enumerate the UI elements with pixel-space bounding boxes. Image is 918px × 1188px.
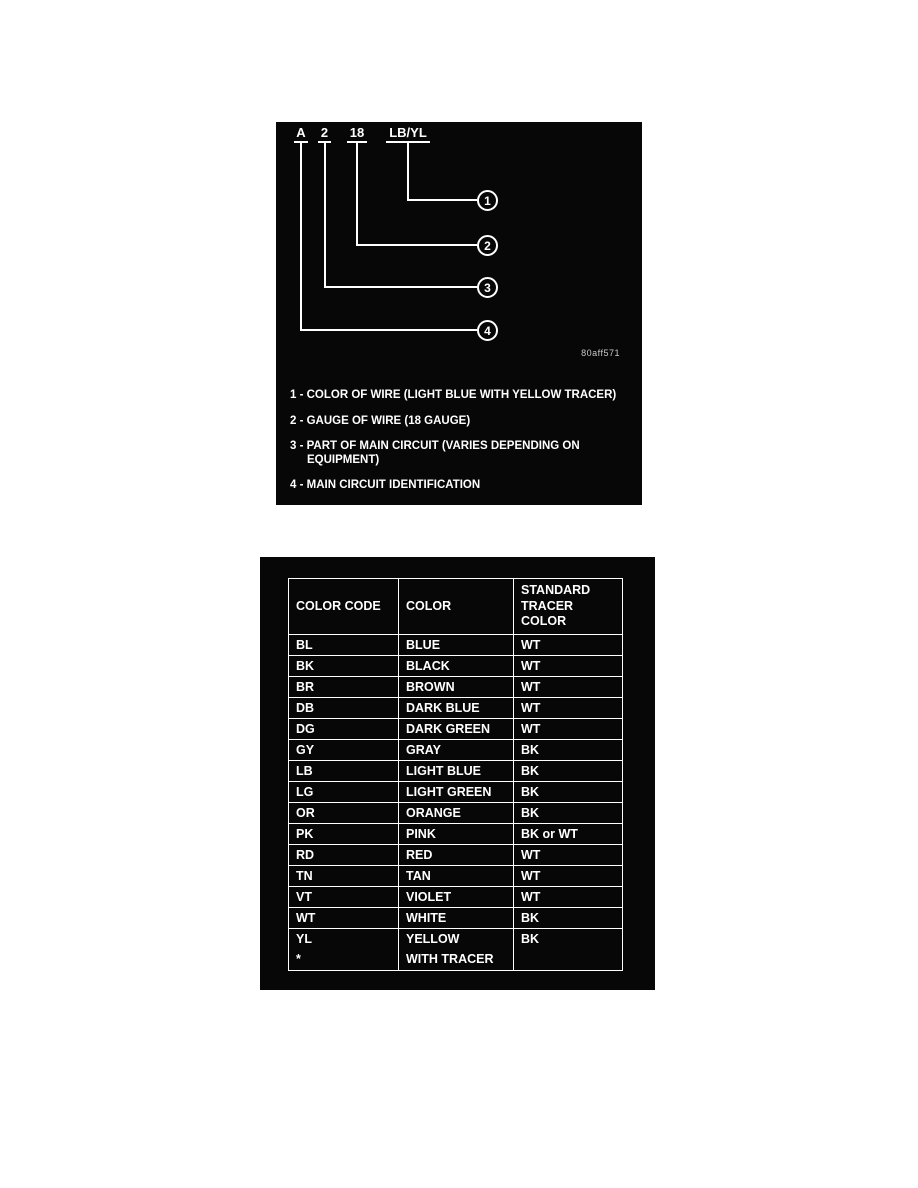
callout-number-2: 2: [477, 235, 498, 256]
wire-code-diagram-panel: [276, 122, 642, 505]
legend-item-2: 2 - GAUGE OF WIRE (18 GAUGE): [290, 414, 471, 427]
table-cell: WT: [514, 677, 623, 698]
callout-line-main-circuit: [300, 142, 302, 331]
callout-line-color-h: [407, 199, 477, 201]
table-cell: WT: [514, 866, 623, 887]
table-cell: DB: [289, 698, 399, 719]
callout-line-circuit-part-h: [324, 286, 477, 288]
callout-line-circuit-part: [324, 142, 326, 288]
table-cell: WT: [289, 908, 399, 929]
table-row: [289, 824, 623, 845]
table-cell: ORANGE: [399, 803, 514, 824]
table-cell: WT: [514, 698, 623, 719]
callout-number-4: 4: [477, 320, 498, 341]
wire-code-main-circuit-label: A: [294, 126, 308, 143]
table-cell: DG: [289, 719, 399, 740]
table-cell: BROWN: [399, 677, 514, 698]
table-cell: WT: [514, 719, 623, 740]
legend-item-1: 1 - COLOR OF WIRE (LIGHT BLUE WITH YELLOW TRACER): [290, 389, 617, 401]
table-cell: WHITE: [399, 908, 514, 929]
table-cell: BK: [289, 656, 399, 677]
table-cell: BLACK: [399, 656, 514, 677]
table-cell: BK: [514, 761, 623, 782]
table-row: [289, 782, 623, 803]
legend-item-3: 3 - PART OF MAIN CIRCUIT (VARIES DEPENDING ON EQUIPMENT): [290, 440, 580, 466]
table-cell: RD: [289, 845, 399, 866]
table-row: [289, 719, 623, 740]
table-cell: DARK BLUE: [399, 698, 514, 719]
table-cell: PINK: [399, 824, 514, 845]
wire-code-circuit-part-label: 2: [318, 126, 331, 143]
table-cell: BK: [514, 803, 623, 824]
table-cell: RED: [399, 845, 514, 866]
table-cell: GY: [289, 740, 399, 761]
color-code-table-body: [289, 635, 623, 971]
table-row: [289, 866, 623, 887]
table-row: [289, 845, 623, 866]
table-cell: BK or WT: [514, 824, 623, 845]
table-cell: PK: [289, 824, 399, 845]
table-cell: *: [289, 950, 399, 971]
table-cell: TN: [289, 866, 399, 887]
callout-line-gauge-h: [356, 244, 477, 246]
table-row: [289, 656, 623, 677]
callout-line-color: [407, 142, 409, 201]
table-cell: BLUE: [399, 635, 514, 656]
table-cell: TAN: [399, 866, 514, 887]
table-cell: WT: [514, 656, 623, 677]
table-cell: LB: [289, 761, 399, 782]
table-row: [289, 635, 623, 656]
legend-item-4: 4 - MAIN CIRCUIT IDENTIFICATION: [290, 479, 481, 492]
table-cell: BK: [514, 929, 623, 950]
table-cell: LIGHT GREEN: [399, 782, 514, 803]
table-cell: BR: [289, 677, 399, 698]
callout-number-3: 3: [477, 277, 498, 298]
figure-id: 80aff571: [581, 348, 620, 358]
table-header-row: [289, 579, 623, 635]
table-cell: VIOLET: [399, 887, 514, 908]
table-row: [289, 887, 623, 908]
table-row: [289, 803, 623, 824]
header-standard-tracer: STANDARD TRACER COLOR: [514, 579, 623, 635]
color-code-table-panel: [260, 557, 655, 990]
table-cell: WT: [514, 845, 623, 866]
table-cell: LG: [289, 782, 399, 803]
table-cell: DARK GREEN: [399, 719, 514, 740]
table-cell: [514, 950, 623, 971]
callout-line-gauge: [356, 142, 358, 246]
callout-line-main-circuit-h: [300, 329, 477, 331]
callout-number-1: 1: [477, 190, 498, 211]
header-color: COLOR: [399, 579, 514, 635]
table-row: [289, 950, 623, 971]
table-row: [289, 740, 623, 761]
table-cell: BK: [514, 908, 623, 929]
table-cell: GRAY: [399, 740, 514, 761]
table-cell: YL: [289, 929, 399, 950]
table-row: [289, 698, 623, 719]
table-cell: YELLOW: [399, 929, 514, 950]
table-cell: BK: [514, 740, 623, 761]
table-cell: OR: [289, 803, 399, 824]
wire-code-color-label: LB/YL: [386, 126, 430, 143]
table-row: [289, 677, 623, 698]
table-row: [289, 761, 623, 782]
header-color-code: COLOR CODE: [289, 579, 399, 635]
table-cell: BK: [514, 782, 623, 803]
table-row: [289, 929, 623, 950]
color-code-table: [288, 578, 623, 971]
wire-code-gauge-label: 18: [347, 126, 367, 143]
table-row: [289, 908, 623, 929]
table-cell: LIGHT BLUE: [399, 761, 514, 782]
table-cell: VT: [289, 887, 399, 908]
table-cell: WT: [514, 635, 623, 656]
table-cell: WT: [514, 887, 623, 908]
table-cell: BL: [289, 635, 399, 656]
table-cell: WITH TRACER: [399, 950, 514, 971]
diagram-legend: [290, 389, 624, 505]
